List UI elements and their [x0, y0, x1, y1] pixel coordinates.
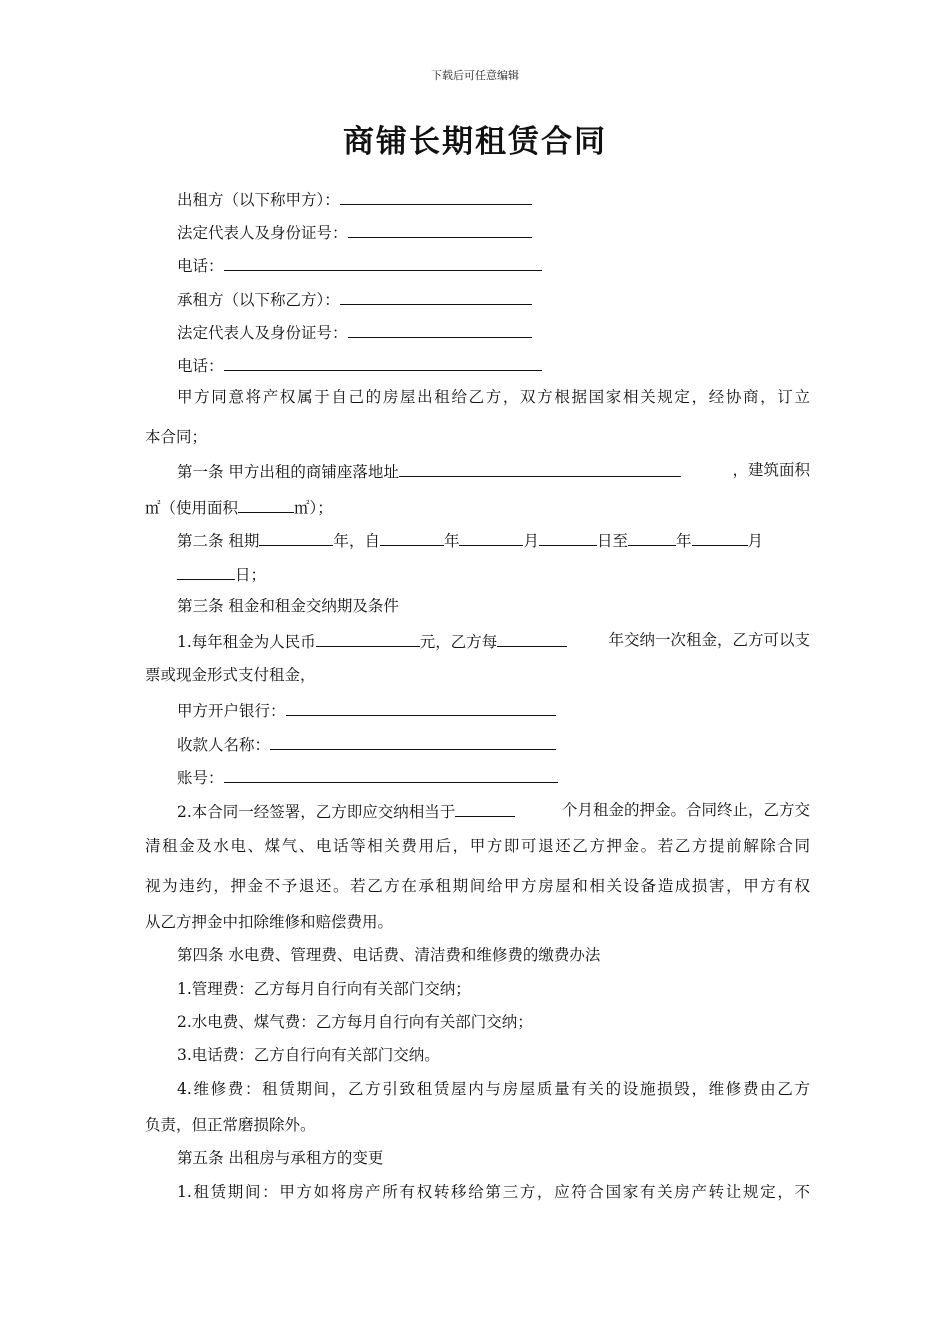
term-years-blank[interactable] [259, 529, 333, 546]
contract-title: 商铺长期租赁合同 [343, 124, 607, 160]
lessor-rep-line [177, 221, 842, 243]
rent-amount-blank[interactable] [316, 630, 420, 647]
article-1-line-1 [177, 460, 810, 482]
lessor-line [177, 188, 842, 210]
article-3-p1-line-1 [177, 630, 810, 652]
lessee-phone-blank[interactable] [224, 354, 542, 371]
usable-area-blank[interactable] [238, 496, 294, 513]
article-3-p2-line-1 [177, 800, 810, 822]
lessor-phone-label: 电话： [177, 257, 224, 275]
start-month-label: 月 [523, 532, 539, 550]
usable-area-label: ㎡（使用面积 [145, 499, 239, 517]
lessee-phone-line [177, 354, 842, 376]
payment-period-blank[interactable] [497, 630, 567, 647]
usable-area-unit: ㎡）； [294, 499, 333, 517]
end-year-label: 年 [676, 532, 692, 550]
lessee-blank[interactable] [340, 288, 532, 305]
lessor-blank[interactable] [340, 188, 532, 205]
start-month-blank[interactable] [459, 529, 523, 546]
start-year-blank[interactable] [380, 529, 444, 546]
start-day-blank[interactable] [539, 529, 597, 546]
account-blank[interactable] [224, 766, 558, 783]
lessee-rep-blank[interactable] [348, 321, 532, 338]
rent-label: 1.每年租金为人民币 [177, 633, 316, 651]
end-day-blank[interactable] [177, 563, 235, 580]
article-3-p2-line-4: 从乙方押金中扣除维修和赔偿费用。 [145, 913, 394, 931]
term-from-label: 年，自 [333, 532, 380, 550]
start-day-to-label: 日至 [596, 532, 628, 550]
deposit-terms-label: 个月租金的押金。合同终止，乙方交 [561, 801, 810, 819]
article-2-line-2 [177, 563, 842, 585]
article-4-item-2: 2.水电费、煤气费：乙方每月自行向有关部门交纳； [177, 1013, 533, 1031]
deposit-months-blank[interactable] [455, 800, 515, 817]
article-4-item-1: 1.管理费：乙方每月自行向有关部门交纳； [177, 980, 471, 998]
article-4-item-4-line-2: 负责，但正常磨损除外。 [145, 1116, 316, 1134]
lessee-rep-label: 法定代表人及身份证号： [177, 324, 348, 342]
article-3-title: 第三条 租金和租金交纳期及条件 [177, 597, 399, 615]
end-year-blank[interactable] [628, 529, 676, 546]
payee-line [177, 733, 842, 755]
bank-label: 甲方开户银行： [177, 702, 286, 720]
payee-label: 收款人名称： [177, 736, 271, 754]
deposit-label: 2.本合同一经签署，乙方即应交纳相当于 [177, 803, 456, 821]
article-2-line-1 [177, 529, 810, 551]
lessor-rep-blank[interactable] [348, 221, 532, 238]
article-1-line-2 [145, 496, 810, 518]
article-4-title: 第四条 水电费、管理费、电话费、清洁费和维修费的缴费办法 [177, 946, 601, 964]
lessee-rep-line [177, 321, 842, 343]
article-4-item-3: 3.电话费：乙方自行向有关部门交纳。 [177, 1046, 440, 1064]
end-month-label: 月 [747, 532, 764, 550]
lessor-label: 出租方（以下称甲方）： [177, 191, 340, 209]
lessor-phone-blank[interactable] [224, 254, 542, 271]
header-note: 下载后可任意编辑 [431, 69, 519, 82]
article-1-area-label: ，建筑面积 [732, 461, 810, 479]
bank-line [177, 699, 842, 721]
payee-blank[interactable] [270, 733, 556, 750]
lessor-rep-label: 法定代表人及身份证号： [177, 224, 348, 242]
lessor-phone-line [177, 254, 842, 276]
intro-line-2: 本合同； [145, 428, 208, 446]
lessee-label: 承租方（以下称乙方）： [177, 291, 340, 309]
article-4-item-4-line-1: 4.维修费：租赁期间，乙方引致租赁屋内与房屋质量有关的设施损毁，维修费由乙方 [177, 1080, 810, 1098]
address-blank[interactable] [399, 460, 681, 477]
term-label: 第二条 租期 [177, 532, 260, 550]
article-3-p2-line-2: 清租金及水电、煤气、电话等相关费用后，甲方即可退还乙方押金。若乙方提前解除合同 [145, 837, 810, 855]
bank-blank[interactable] [286, 699, 556, 716]
article-1-address-label: 第一条 甲方出租的商铺座落地址 [177, 463, 399, 481]
article-5-item-1: 1.租赁期间：甲方如将房产所有权转移给第三方，应符合国家有关房产转让规定，不 [177, 1183, 810, 1201]
account-label: 账号： [177, 769, 224, 787]
article-3-p2-line-3: 视为违约，押金不予退还。若乙方在承租期间给甲方房屋和相关设备造成损害，甲方有权 [145, 877, 810, 895]
end-month-blank[interactable] [692, 529, 748, 546]
start-year-label: 年 [443, 532, 460, 550]
article-3-p1-line-2: 票或现金形式支付租金， [145, 666, 316, 684]
account-line [177, 766, 842, 788]
rent-unit-label: 元，乙方每 [419, 633, 498, 651]
lessee-line [177, 288, 842, 310]
lessee-phone-label: 电话： [177, 357, 224, 375]
end-day-label: 日； [235, 566, 267, 584]
payment-terms-label: 年交纳一次租金，乙方可以支 [608, 631, 810, 649]
intro-line-1: 甲方同意将产权属于自己的房屋出租给乙方，双方根据国家相关规定，经协商，订立 [177, 388, 810, 406]
article-5-title: 第五条 出租房与承租方的变更 [177, 1149, 384, 1167]
